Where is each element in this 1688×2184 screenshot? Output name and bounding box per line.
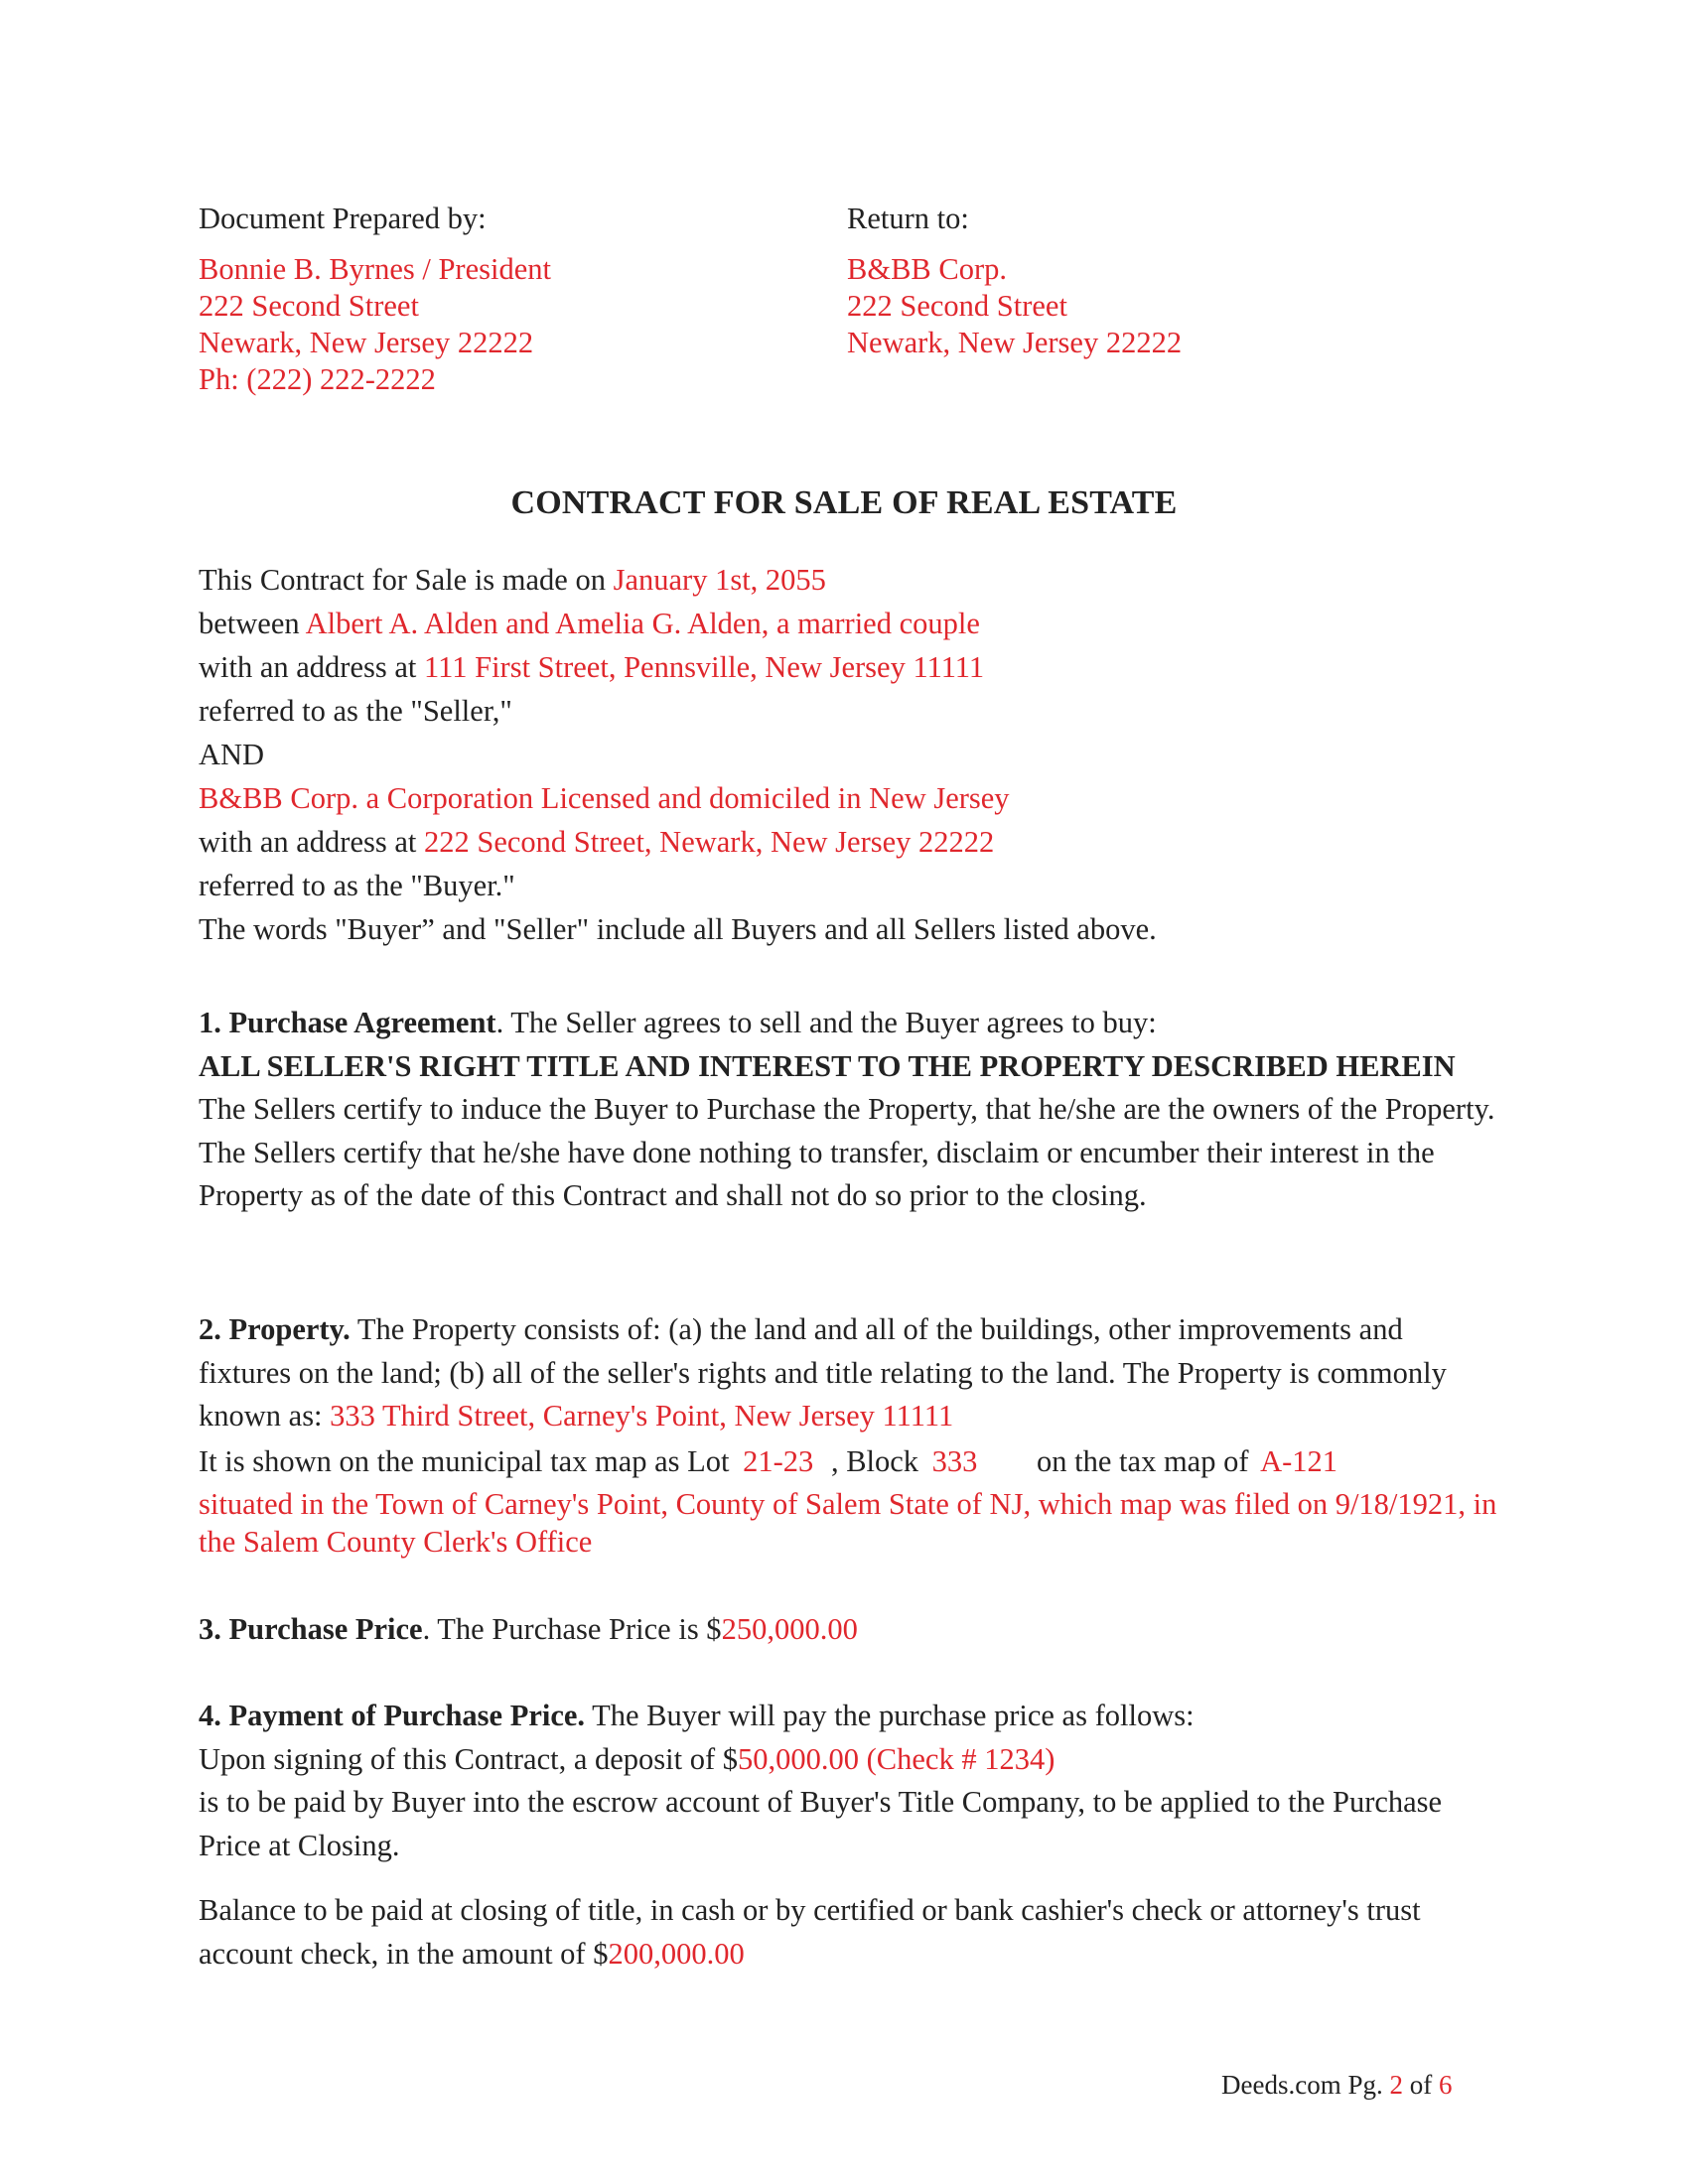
balance-paragraph bbox=[199, 1889, 1499, 1976]
section4-heading: 4. Payment of Purchase Price. bbox=[199, 1699, 586, 1732]
return-to-line: B&BB Corp. bbox=[847, 252, 1008, 286]
intro-date-line bbox=[199, 562, 826, 598]
intro-seller-address-line bbox=[199, 649, 984, 685]
contract-date: January 1st, 2055 bbox=[613, 563, 826, 597]
page-footer bbox=[1221, 2070, 1452, 2101]
deposit-prefix: Upon signing of this Contract, a deposit of $ bbox=[199, 1742, 739, 1776]
section3-heading: 3. Purchase Price bbox=[199, 1612, 423, 1646]
section1-text: . The Seller agrees to sell and the Buyer agrees to buy: bbox=[495, 1006, 1157, 1039]
balance-text: Balance to be paid at closing of title, in cash or by certified or bank cashier's check or attorney's trust account check, in the amount of $ bbox=[199, 1893, 1421, 1971]
section-purchase-price bbox=[199, 1611, 858, 1647]
prepared-by-line: Ph: (222) 222-2222 bbox=[199, 362, 436, 396]
footer-site: Deeds.com Pg. bbox=[1221, 2070, 1383, 2100]
block-number: 333 bbox=[931, 1444, 978, 1478]
block-prefix: , Block bbox=[830, 1444, 919, 1478]
prepared-by-line: 222 Second Street bbox=[199, 289, 419, 323]
lot-number: 21-23 bbox=[743, 1444, 814, 1478]
lot-prefix: It is shown on the municipal tax map as Lot bbox=[199, 1444, 730, 1478]
seller-name: Albert A. Alden and Amelia G. Alden, a married couple bbox=[305, 607, 980, 640]
prepared-by-line: Newark, New Jersey 22222 bbox=[199, 326, 534, 359]
prepared-by-line: Bonnie B. Byrnes / President bbox=[199, 252, 551, 286]
return-to-line: Newark, New Jersey 22222 bbox=[847, 326, 1183, 359]
between-prefix: between bbox=[199, 607, 300, 640]
prepared-by-block bbox=[199, 201, 551, 398]
section1-caps: ALL SELLER'S RIGHT TITLE AND INTEREST TO THE PROPERTY DESCRIBED HEREIN bbox=[199, 1048, 1456, 1083]
document-title: CONTRACT FOR SALE OF REAL ESTATE bbox=[510, 484, 1178, 521]
return-to-block bbox=[847, 201, 1182, 361]
buyer-address: 222 Second Street, Newark, New Jersey 22222 bbox=[424, 825, 995, 859]
seller-ref: referred to as the "Seller," bbox=[199, 694, 512, 728]
section2-text: The Property consists of: (a) the land and all of the buildings, other improvements and fixtures on the land; (b) all of the seller's rights and title relating to the land. The Property is commonly known as: bbox=[199, 1312, 1447, 1433]
buyer-ref: referred to as the "Buyer." bbox=[199, 869, 515, 902]
prepared-by-label: Document Prepared by: bbox=[199, 202, 487, 235]
deposit-body: is to be paid by Buyer into the escrow account of Buyer's Title Company, to be applied to the Purchase Price at Closing. bbox=[199, 1785, 1443, 1862]
words-note: The words "Buyer” and "Seller" include all Buyers and all Sellers listed above. bbox=[199, 912, 1157, 946]
property-address: 333 Third Street, Carney's Point, New Jersey 11111 bbox=[330, 1399, 954, 1433]
section-payment-heading-line bbox=[199, 1698, 1195, 1733]
balance-amount: 200,000.00 bbox=[608, 1936, 745, 1971]
address-prefix: with an address at bbox=[199, 825, 417, 859]
seller-address: 111 First Street, Pennsville, New Jersey 11111 bbox=[424, 650, 985, 684]
section1-heading: 1. Purchase Agreement bbox=[199, 1006, 496, 1039]
section3-text: . The Purchase Price is $ bbox=[422, 1612, 722, 1646]
buyer-name: B&BB Corp. a Corporation Licensed and domiciled in New Jersey bbox=[199, 781, 1010, 815]
section1-body: The Sellers certify to induce the Buyer to Purchase the Property, that he/she are the owners of the Property. The Sellers certify that he/she have done nothing to transfer, disclaim or encumber their interest in the Property as of the date of this Contract and shall not do so prior to the closing. bbox=[199, 1092, 1495, 1212]
and-text: AND bbox=[199, 738, 265, 771]
section2-heading: 2. Property. bbox=[199, 1312, 351, 1346]
situated-text: situated in the Town of Carney's Point, County of Salem State of NJ, which map was filed on 9/18/1921, in the Salem County Clerk's Office bbox=[199, 1487, 1497, 1559]
footer-of: of bbox=[1409, 2070, 1433, 2100]
address-prefix: with an address at bbox=[199, 650, 417, 684]
footer-total-pages: 6 bbox=[1438, 2070, 1453, 2100]
deposit-line bbox=[199, 1741, 1055, 1777]
purchase-price: 250,000.00 bbox=[721, 1612, 858, 1646]
map-number: A-121 bbox=[1260, 1444, 1338, 1478]
tax-map-line bbox=[199, 1443, 1337, 1479]
section4-text: The Buyer will pay the purchase price as follows: bbox=[585, 1699, 1195, 1732]
deposit-amount: 50,000.00 (Check # 1234) bbox=[738, 1742, 1055, 1776]
intro-buyer-address-line bbox=[199, 824, 994, 860]
return-to-line: 222 Second Street bbox=[847, 289, 1067, 323]
made-on-prefix: This Contract for Sale is made on bbox=[199, 563, 606, 597]
section-purchase-agreement bbox=[199, 1002, 1499, 1218]
return-to-label: Return to: bbox=[847, 202, 969, 235]
intro-seller-line bbox=[199, 606, 980, 641]
section-property bbox=[199, 1308, 1499, 1438]
footer-page-number: 2 bbox=[1389, 2070, 1403, 2100]
map-prefix: on the tax map of bbox=[1037, 1444, 1249, 1478]
